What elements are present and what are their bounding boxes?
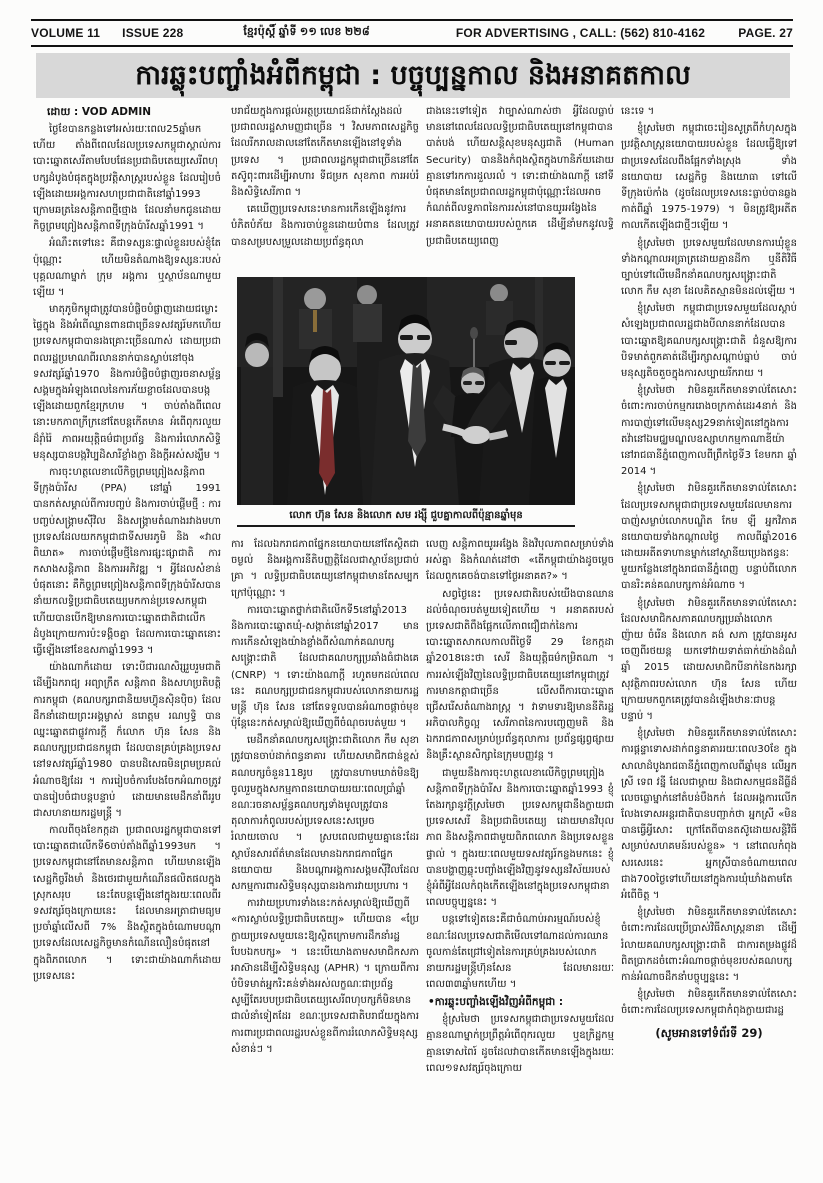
article-paragraph: អំណឹះតទៅនេះ គឺជាទស្សនៈផ្ទាល់ខ្លួនរបស់ខ្ញុំតែប៉ុណ្ណោះ ហើយមិនតំណាងឱ្យទស្សនៈរបស់បុគ្គលណាម្នាក់ ក្រុម អង្គការ ឬស្ថាប័នណាមួយឡើយ ។: [33, 238, 221, 298]
header-top-rule: [31, 19, 793, 21]
column-3-bottom: [426, 537, 614, 1144]
article-paragraph: ការចុះហត្ថលេខាលើកិច្ចព្រមព្រៀងសន្តិភាពទីក្រុងប៉ារីស (PPA) នៅឆ្នាំ 1991 បានកត់សម្គាល់ពីការបញ្ចប់ និងការចាប់ផ្តើមថ្មី : ការបញ្ចប់សង្គ្រាមស៊ីវិល និងសង្គ្រាមតំណាងរវាងមហាប្រទេសដែលយកកម្ពុជាជាទីសមរភូមិ និង «វាលពិឃាត» ការចាប់ផ្តើមថ្មីនៃការផ្សះផ្សាជាតិ ការកសាងសន្តិភាព និងការអភិវឌ្ឍ ។ អ្វីដែលសំខាន់បំផុតនោះ គឺកិច្ចព្រមព្រៀងសន្តិភាពទីក្រុងប៉ារីសបាននាំយកលទ្ធិប្រជាធិបតេយ្យមកកាន់ប្រទេសកម្ពុជា ហើយបានបើកឱ្យមានការបោះឆ្នោតជាតិជាលើកដំបូងក្រោយការប៉ះទង្គិចគ្នា ដែលការបោះឆ្នោតនោះធ្វើឡើងនៅខែឧសភាឆ្នាំ1993 ។: [33, 466, 221, 656]
section-subhead: •ការឆ្លុះបញ្ចាំងឡើងវិញអំពីកម្ពុជា :: [428, 996, 564, 1009]
article-paragraph: ខ្ញុំស្រមៃថា កម្ពុជាចេះរៀនសូត្រពីកំហុសក្នុងប្រវត្តិសាស្ត្រនយោបាយរបស់ខ្លួន ដែលធ្វើឱ្យទៅជាប្រទេសដែលពឹងផ្អែកទាំងស្រុង ទាំងនយោបាយ សេដ្ឋកិច្ច និងយោធា ទៅលើទីក្រុងប៉េកាំង (ដូចដែលប្រទេសនេះធ្លាប់បានឆ្លងកាត់ពីឆ្នាំ 1975-1979) ។ មិនត្រូវឱ្យអតីតកាលកើតឡើងជាថ្មីៗឡើយ ។: [621, 123, 797, 232]
article-paragraph: បរាជ័យក្នុងការផ្តល់អត្ថប្រយោជន៍ជាក់ស្តែងដល់ប្រជាពលរដ្ឋសាមញ្ញជាច្រើន ។ វិសមភាពសេដ្ឋកិច្ចដែលរីករាលដាលនៅតែកើតមានឡើងនៅទូទាំងប្រទេស ។ ប្រជាពលរដ្ឋកម្ពុជាជាច្រើននៅតែតស៊ូពុះពារដើម្បីអាហារ ទីជម្រក សុខភាព ការអប់រំ និងសិទ្ធិសេរីភាព ។: [231, 106, 419, 198]
article-paragraph: គេឃើញប្រទេសនេះមានការកើនឡើងនូវការបំភិតបំភ័យ និងការចាប់ខ្លួនដោយបំពាន ដែលត្រូវបានសម្របសម្រួលដោយប្រព័ន្ធតុលា: [231, 204, 419, 248]
article-paragraph: ជាងនេះទៅទៀត វាច្បាស់ណាស់ថា អ្វីដែលធ្លាប់មាននៅពេលដែលលទ្ធិប្រជាធិបតេយ្យនៅកម្ពុជាបានបាត់បង់ ហើយសន្តិសុខមនុស្សជាតិ (Human Security) បាននិងកំពុងស្ថិតក្នុងហានិភ័យដោយគ្មានទៅរកការដួលរលំ ។ ទោះជាយ៉ាងណាក្តី នៅទីបំផុតមានតែប្រជាពលរដ្ឋកម្ពុជាប៉ុណ្ណោះដែលអាចកំណត់ពីលទ្ធភាពនៃការរស់នៅបានយូរអង្វែងនៃអនាគតនយោបាយរបស់ពួកគេ ដើម្បីនាំមកនូវលទ្ធិប្រជាធិបតេយ្យពេញ: [426, 106, 614, 247]
article-paragraph: ខ្ញុំស្រមៃថា ប្រទេសកម្ពុជាជាប្រទេសមួយដែលគ្មានខណាម្នាក់ប្រព្រឹត្តអំពើពុករលួយ ឬឧក្រិដ្ឋកម្មគ្មានទោសពៃរ៍ ដូចដែលវាបានកើតមានឡើងក្នុងរយៈពេល១ទសវត្សរ៍ចុងក្រោយ: [426, 1014, 614, 1074]
khmer-masthead: ខ្មែរប៉ុស្តិ៍ ឆ្នាំទី ១១ លេខ ២២៨: [243, 26, 370, 38]
column-2-bottom: [231, 537, 419, 1144]
header-bottom-rule: [31, 45, 793, 47]
article-paragraph: ខ្ញុំស្រមៃថា ប្រទេសមួយដែលមានការឃុំខ្លួនទាំងកណ្តាលអធ្រាត្រដោយគ្មានដីកា ឬនីតិវិធីច្បាប់ទៅលើមេដឹកនាំគណបក្សសង្គ្រោះជាតិលោក កឹម សុខា ដែលគិតស្មានមិនដល់ឡើយ ។: [621, 237, 797, 298]
article-paragraph: ខ្ញុំស្រមៃថា កម្ពុជាជាប្រទេសមួយដែលស្តាប់សំឡេងប្រជាពលរដ្ឋជាងបីលាននាក់ដែលបានបោះឆ្នោតឱ្យគណបក្សសង្គ្រោះជាតិ ជំនួសឱ្យការបិទមាត់ពួកគាត់ដើម្បីរក្សាសណ្តាប់ធ្នាប់ ចាប់មនុស្សតិចតួចក្នុងការសប្បាយរីករាយ ។: [621, 303, 797, 379]
page-number: PAGE. 27: [738, 26, 793, 40]
article-paragraph: មាតុភូមិកម្ពុជាត្រូវបានបំផ្លិចបំផ្លាញដោយជម្លោះផ្ទៃក្នុង និងអំពើឈ្លានពានជាច្រើនទសវត្សរ៍មកហើយ ប្រទេសកម្ពុជាបានរងគ្រោះច្រើនណាស់ ដោយប្រជាពលរដ្ឋប្រមាណពីរលាននាក់បានស្លាប់នៅចុងទសវត្សរ៍ឆ្នាំ1970 និងការបំផ្លិចបំផ្លាញរចនាសម្ព័ន្ធសង្គមក្នុងអំឡុងពេលនៃការភ័យខ្លាចដែលបានបង្កឡើងដោយពួកខ្មែរក្រហម ។ ចាប់តាំងពីពេលនោះមកភាពក្រីក្រនៅតែបន្តកើតមាន អំពើពុករលួយដ៏រ៉ាំរ៉ៃ ភាពអយុត្តិធម៌ជាប្រព័ន្ធ និងការរំលោភសិទ្ធិមនុស្សបានបង្កវិប្បដិសារីខ្លាំងក្លា និងក្តីអស់សង្ឃឹម ។: [33, 304, 221, 461]
article-paragraph: កាលពីចុងខែកក្កដា ប្រជាពលរដ្ឋកម្ពុជាបានទៅបោះឆ្នោតជាលើកទី6ចាប់តាំងពីឆ្នាំ1993មក ។ ប្រទេសកម្ពុជានៅតែមានសន្តិភាព ហើយមានឡើងសេដ្ឋកិច្ចរឹងមាំ និងថេរជាមួយកំណើនផលិតផលក្នុងស្រុកសរុប នេះតែបន្តឡើងនៅក្នុងរយៈពេលពីរទសវត្សរ៍ចុងក្រោយនេះ ដែលមានអត្រាជាមធ្យមប្រចាំឆ្នាំលើសពី 7% និងស្ថិតក្នុងចំណោមបណ្តាប្រទេសដែលសេដ្ឋកិច្ចមានកំណើនលឿនបំផុតនៅក្នុងពិភពលោក ។ ទោះជាយ៉ាងណាក៏ដោយ ប្រទេសនេះ: [33, 825, 221, 982]
article-paragraph: មេដឹកនាំគណបក្សសង្គ្រោះជាតិលោក កឹម សុខា ត្រូវបានចាប់ដាក់ពន្ធនាគារ ហើយសមាជិកជាន់ខ្ពស់គណបក្សចំនួន118រូប ត្រូវបានហាមឃាត់មិនឱ្យចូលរួមក្នុងសកម្មភាពនយោបាយរយៈពេលប្រាំឆ្នាំ ខណៈរចនាសម្ព័ន្ធគណបក្សទាំងមូលត្រូវបានតុលាការកំពូលរបស់ប្រទេសនេះសម្រេចរំលាយចោល ។ ស្របពេលជាមួយគ្នានេះដែរ ស្ថាប័នសារព័ត៌មានដែលមានឯករាជភាពផ្នែកនយោបាយ និងបណ្តាអង្គការសង្គមស៊ីវិលដែលសកម្មការពារសិទ្ធិមនុស្សបានរងការវាយប្រហារ ។: [231, 735, 419, 892]
continued-on-page-note: (សូមអានទៅទំព័រទី 29): [655, 1025, 763, 1040]
issue-label: ISSUE 228: [122, 26, 184, 40]
advertising-contact: FOR ADVERTISING , CALL: (562) 810-4162: [455, 26, 706, 40]
article-paragraph: ខ្ញុំស្រមៃថា វាមិនគួរកើតមានទាល់តែសោះ ចំពោះការដែលប្រើប្រាស់វិធីសាស្ត្រនានា ដើម្បីរំលាយគណបក្សសង្គ្រោះជាតិ ជាការតម្រងផ្លូវដ៏ពិតប្រាកដចំពោះអំណាចផ្តាច់មុខរបស់គណបក្សកាន់អំណាចដឹកនាំបច្ចុប្បន្ននេះ ។: [621, 907, 797, 983]
article-paragraph: នេះទេ ។: [621, 106, 655, 117]
article-paragraph: ខ្ញុំស្រមៃថា វាមិនគួរកើតមានទាល់តែសោះ ចំពោះការដែលប្រទេសកម្ពុជាកំពុងក្លាយជារដ្ឋ: [621, 989, 797, 1017]
article-paragraph: សព្វថ្ងៃនេះ ប្រទេសជាតិរបស់យើងបានឈានដល់ចំណុចរបត់មួយទៀតហើយ ។ អនាគតរបស់ប្រទេសជាតិពឹងផ្អែកលើភាពជឿជាក់នៃការបោះឆ្នោតសាកលកាលពីថ្ងៃទី 29 ខែកក្កដា ឆ្នាំ2018នេះថា សេរី និងយុត្តិធម៌កម្រិតណា ។ ការរស់ឡើងវិញនៃលទ្ធិប្រជាធិបតេយ្យនៅកម្ពុជាត្រូវការមានកត្តាជាច្រើន លើសពីការបោះឆ្នោតជ្រើសរើសតំណាងរាស្ត្រ ។ វាទាមទារឱ្យមាននីតិរដ្ឋ អភិបាលកិច្ចល្អ សេរីភាពនៃការបញ្ចេញមតិ និងឯករាជភាពសម្រាប់ប្រព័ន្ធតុលាការ ប្រព័ន្ធផ្សព្វផ្សាយ និងគ្រឹះស្ថានសិក្សានៃក្រុមបញ្ញវន្ត ។: [426, 588, 614, 762]
article-paragraph: ថ្ងៃខែបានកន្លងទៅអស់រយៈពេល25ឆ្នាំមកហើយ តាំងពីពេលដែលប្រទេសកម្ពុជាស្គាល់ការបោះឆ្នោតសេរីតាមបែបផែនប្រជាធិបតេយ្យសេរីពហុបក្សដំបូងបំផុតក្នុងប្រវត្តិសាស្ត្ររបស់ខ្លួន ដែលរៀបចំឡើងដោយអង្គការសហប្រជាជាតិនៅឆ្នាំ1993 ក្រោមឆត្រនៃសន្តិភាពថ្មីថ្មោង ដែលនាំមកជូនដោយកិច្ចព្រមព្រៀងសន្តិភាពទីក្រុងប៉ារីសឆ្នាំ1991 ។: [33, 124, 221, 233]
page-header: [31, 22, 793, 44]
column-3-top: [426, 104, 614, 274]
column-1: [33, 104, 221, 1144]
volume-label: VOLUME 11: [31, 26, 101, 40]
handshake-photo: [237, 277, 575, 505]
article-photo-block: [237, 277, 575, 527]
article-paragraph: ខ្ញុំស្រមៃថា វាមិនគួរកើតមានទាល់តែសោះ ចំពោះការចាប់កម្មកររោងចក្រកាត់ដេរ4នាក់ និងការបាញ់ទៅលើមនុស្ស29នាក់ទៀតនៅក្នុងការតវ៉ានៅឯមជ្ឈមណ្ឌលឧស្សាហកម្មកាណាឌីយ៉ានៅរាជធានីភ្នំពេញកាលពីព្រឹកថ្ងៃទី3 ខែមករា ឆ្នាំ 2014 ។: [621, 385, 797, 478]
caption-rule: [237, 525, 575, 527]
column-4: [621, 104, 797, 1144]
article-paragraph: ការ ដែលឯករាជភាពផ្នែកនយោបាយនៅតែស្ថិតជាចម្ងល់ និងអង្គការនីតិបញ្ញត្តិដែលជាស្ថាប័នប្រជាប់គ្រា ។ លទ្ធិប្រជាធិបតេយ្យនៅកម្ពុជាមានតែសម្បកក្រៅប៉ុណ្ណោះ ។: [231, 539, 419, 599]
column-2-top: [231, 104, 419, 274]
article-paragraph: ខ្ញុំស្រមៃថា វាមិនគួរកើតមានទាល់តែសោះ ដែលប្រទេសកម្ពុជាជាប្រទេសមួយដែលមានការបាញ់សម្លាប់លោកបណ្ឌិត កែម ឡី អ្នកវិភាគនយោបាយទាំងកណ្តាលថ្ងៃ កាលពីឆ្នាំ2016 ដោយអតីតទាហានម្នាក់នៅស្ថានីយប្រេងឥន្ធនៈមួយកន្លែងនៅក្នុងរាជធានីភ្នំពេញ បន្ទាប់ពីលោកបានរិះគន់គណបក្សកាន់អំណាច ។: [621, 483, 797, 592]
byline: ដោយ : VOD ADMIN: [47, 106, 152, 118]
photo-caption: លោក ហ៊ុន សែន និងលោក សម រង្ស៊ី ជួបគ្នាកាលពីប៉ុន្មានឆ្នាំមុន: [289, 510, 523, 521]
article-paragraph: ខ្ញុំស្រមៃថា វាមិនគួរកើតមានទាល់តែសោះ ដែលសមាជិកសភាគណបក្សប្រឆាំងលោក ញ៉ាយ ចំរើន និងលោក គង់ សភា ត្រូវបានអូសចេញពីរថយន្ត យកទៅវាយទាត់ធាក់យ៉ាងដំណំ ឆ្នាំ 2015 ដោយសមាជិកបីនាក់នៃកងរក្សាសុវត្ថិភាពរបស់លោក ហ៊ុន សែន ហើយក្រោយមកពួកគេត្រូវបានដំឡើងឋានៈជាបន្តបន្ទាប់ ។: [621, 597, 797, 722]
article-paragraph: យ៉ាងណាក៏ដោយ ទោះបីជារណសិរ្សរួបរួមជាតិដើម្បីឯករាជ្យ អព្យាក្រឹត សន្តិភាព និងសហប្រតិបត្តិការកម្ពុជា (គណបក្សរាជានិយមហ៊្វុនស៊ិនប៉ិច) ដែលដឹកនាំដោយព្រះអង្គម្ចាស់ នរោត្តម រណឫទ្ធិ បានឈ្នះឆ្នោតជាផ្លូវការក្តី ក៏លោក ហ៊ុន សែន និងគណបក្សប្រជាជនកម្ពុជា ដែលបានគ្រប់គ្រងប្រទេសនៅទសវត្សរ៍ឆ្នាំ1980 បានបដិសេធមិនព្រមប្រគល់អំណាចឱ្យដែរ ។ ការរៀបចំការបែងចែកអំណាចត្រូវបានរៀបចំជាបន្តបន្ទាប់ ដោយមានមេដឹកនាំពីររូបជាសហនាយករដ្ឋមន្ត្រី ។: [33, 662, 221, 819]
article-paragraph: លេញ សន្តិភាពយូរអង្វែង និងវិបុលភាពសម្រាប់ទាំងអស់គ្នា និងកំណត់ដៅថា «តើកម្ពុជាយ៉ាងដូចម្តេចដែលពួកគេចង់បានទៅថ្ងៃអនាគត?» ។: [426, 539, 614, 583]
article-paragraph: ការបោះឆ្នោតថ្នាក់ជាតិលើកទី5នៅឆ្នាំ2013 និងការបោះឆ្នោតឃុំ-សង្កាត់នៅឆ្នាំ2017 មានការកើនសំឡេងយ៉ាងខ្លាំងពីសំណាក់គណបក្សសង្គ្រោះជាតិ ដែលជាគណបក្សប្រឆាំងធំជាងគេ (CNRP) ។ ទោះយ៉ាងណាក្តី រហូតមកដល់ពេលនេះ គណបក្សប្រជាជនកម្ពុជារបស់លោកនាយករដ្ឋមន្ត្រី ហ៊ុន សែន នៅតែទទួលបានអំណាចផ្តាច់មុខ ប៉ុន្តែនេះកត់សម្គាល់ឱ្យឃើញពីចំណុចរបត់មួយ ។: [231, 604, 419, 730]
article-paragraph: ខ្ញុំស្រមៃថា វាមិនគួរកើតមានទាល់តែសោះ ការផ្តន្ទាទោសដាក់ពន្ធនាគាររយៈពេល30ខែ ក្នុងសាលាដំបូងរាជធានីភ្នំពេញកាលពីឆ្នាំមុន លើអ្នកស្រី ទេព វន្នី ដែលជាម្តាយ និងជាសកម្មជនដីធ្លីដ៏លេចធ្លោម្នាក់នៅតំបន់បឹងកក់ ដែលអង្គការលើកលែងទោសអន្តរជាតិបានបញ្ជាក់ថា អ្នកស្រី «មិនបានធ្វើអ្វីសោះ ក្រៅតែពីបានតស៊ូដោយសន្តិវិធីសម្រាប់សហគមន៍របស់ខ្លួន» ។ នៅពេលកំពុងសរសេរនេះ អ្នកស្រីបានចំណាយពេលជាង700ថ្ងៃទៅហើយនៅក្នុងការឃុំឃាំងតាមតែអំពើចិត្ត ។: [621, 728, 797, 901]
article-headline: ការឆ្លុះបញ្ចាំងអំពីកម្ពុជា : បច្ចុប្បន្នកាល និងអនាគតកាល: [135, 60, 691, 91]
article-paragraph: ការវាយប្រហារទាំងនេះកត់សម្គាល់ឱ្យឃើញពី «ការស្លាប់លទ្ធិប្រជាធិបតេយ្យ» ហើយបាន «ប្រែក្លាយប្រទេសមួយនេះឱ្យស្ថិតក្រោមការដឹកនាំរដ្ឋបែបឯកបក្ស» ។ នេះបើយោងតាមសមាជិកសភាអាស៊ានដើម្បីសិទ្ធិមនុស្ស (APHR) ។ ក្រោយពីការបំបិទមាត់អ្នករិះគន់ទាំងអស់លក្ខណៈជាប្រព័ន្ធ សូម្បីតែរបបប្រជាធិបតេយ្យសេរីពហុបក្សក៏មិនមានជាលំនាំទៀតដែរ ខណៈប្រទេសជាតិបរាជ័យក្នុងការការពារប្រជាពលរដ្ឋរបស់ខ្លួនពីការរំលោភសិទ្ធិមនុស្សសំខាន់ៗ ។: [231, 898, 419, 1055]
headline-banner: [36, 53, 790, 98]
article-paragraph: ជាមួយនឹងការចុះហត្ថលេខាលើកិច្ចព្រមព្រៀងសន្តិភាពទីក្រុងប៉ារីស និងការបោះឆ្នោតឆ្នាំ1993 ខ្ញុំតែងរក្សានូវក្តីស្រមៃថា ប្រទេសកម្ពុជានឹងក្លាយជាប្រទេសសេរី និងប្រជាធិបតេយ្យ ដោយមានវិបុលភាព និងសន្តិភាពជាមួយពិភពលោក និងប្រទេសខ្លួនផ្ទាល់ ។ ក្នុងរយៈពេលមួយទសវត្សរ៍កន្លងមកនេះ ខ្ញុំបានបង្ហាញឆ្លុះបញ្ចាំងឡើងវិញនូវទស្សនវិស័យរបស់ខ្ញុំអំពីអ្វីដែលកំពុងកើតឡើងនៅក្នុងប្រទេសកម្ពុជានាពេលបច្ចុប្បន្ននេះ ។: [426, 767, 614, 909]
article-paragraph: បន្តទៅទៀតនេះគឺជាចំណាប់អារម្មណ៍របស់ខ្ញុំ ខណៈដែលប្រទេសជាតិមើលទៅណាដល់ការឈានចូលកាន់តែជ្រៅទៀតនៃការគ្រប់គ្រងរបស់លោកនាយករដ្ឋមន្ត្រីហ៊ុនសែន ដែលមានរយៈពេល៣៣ឆ្នាំមកហើយ ។: [426, 914, 614, 991]
